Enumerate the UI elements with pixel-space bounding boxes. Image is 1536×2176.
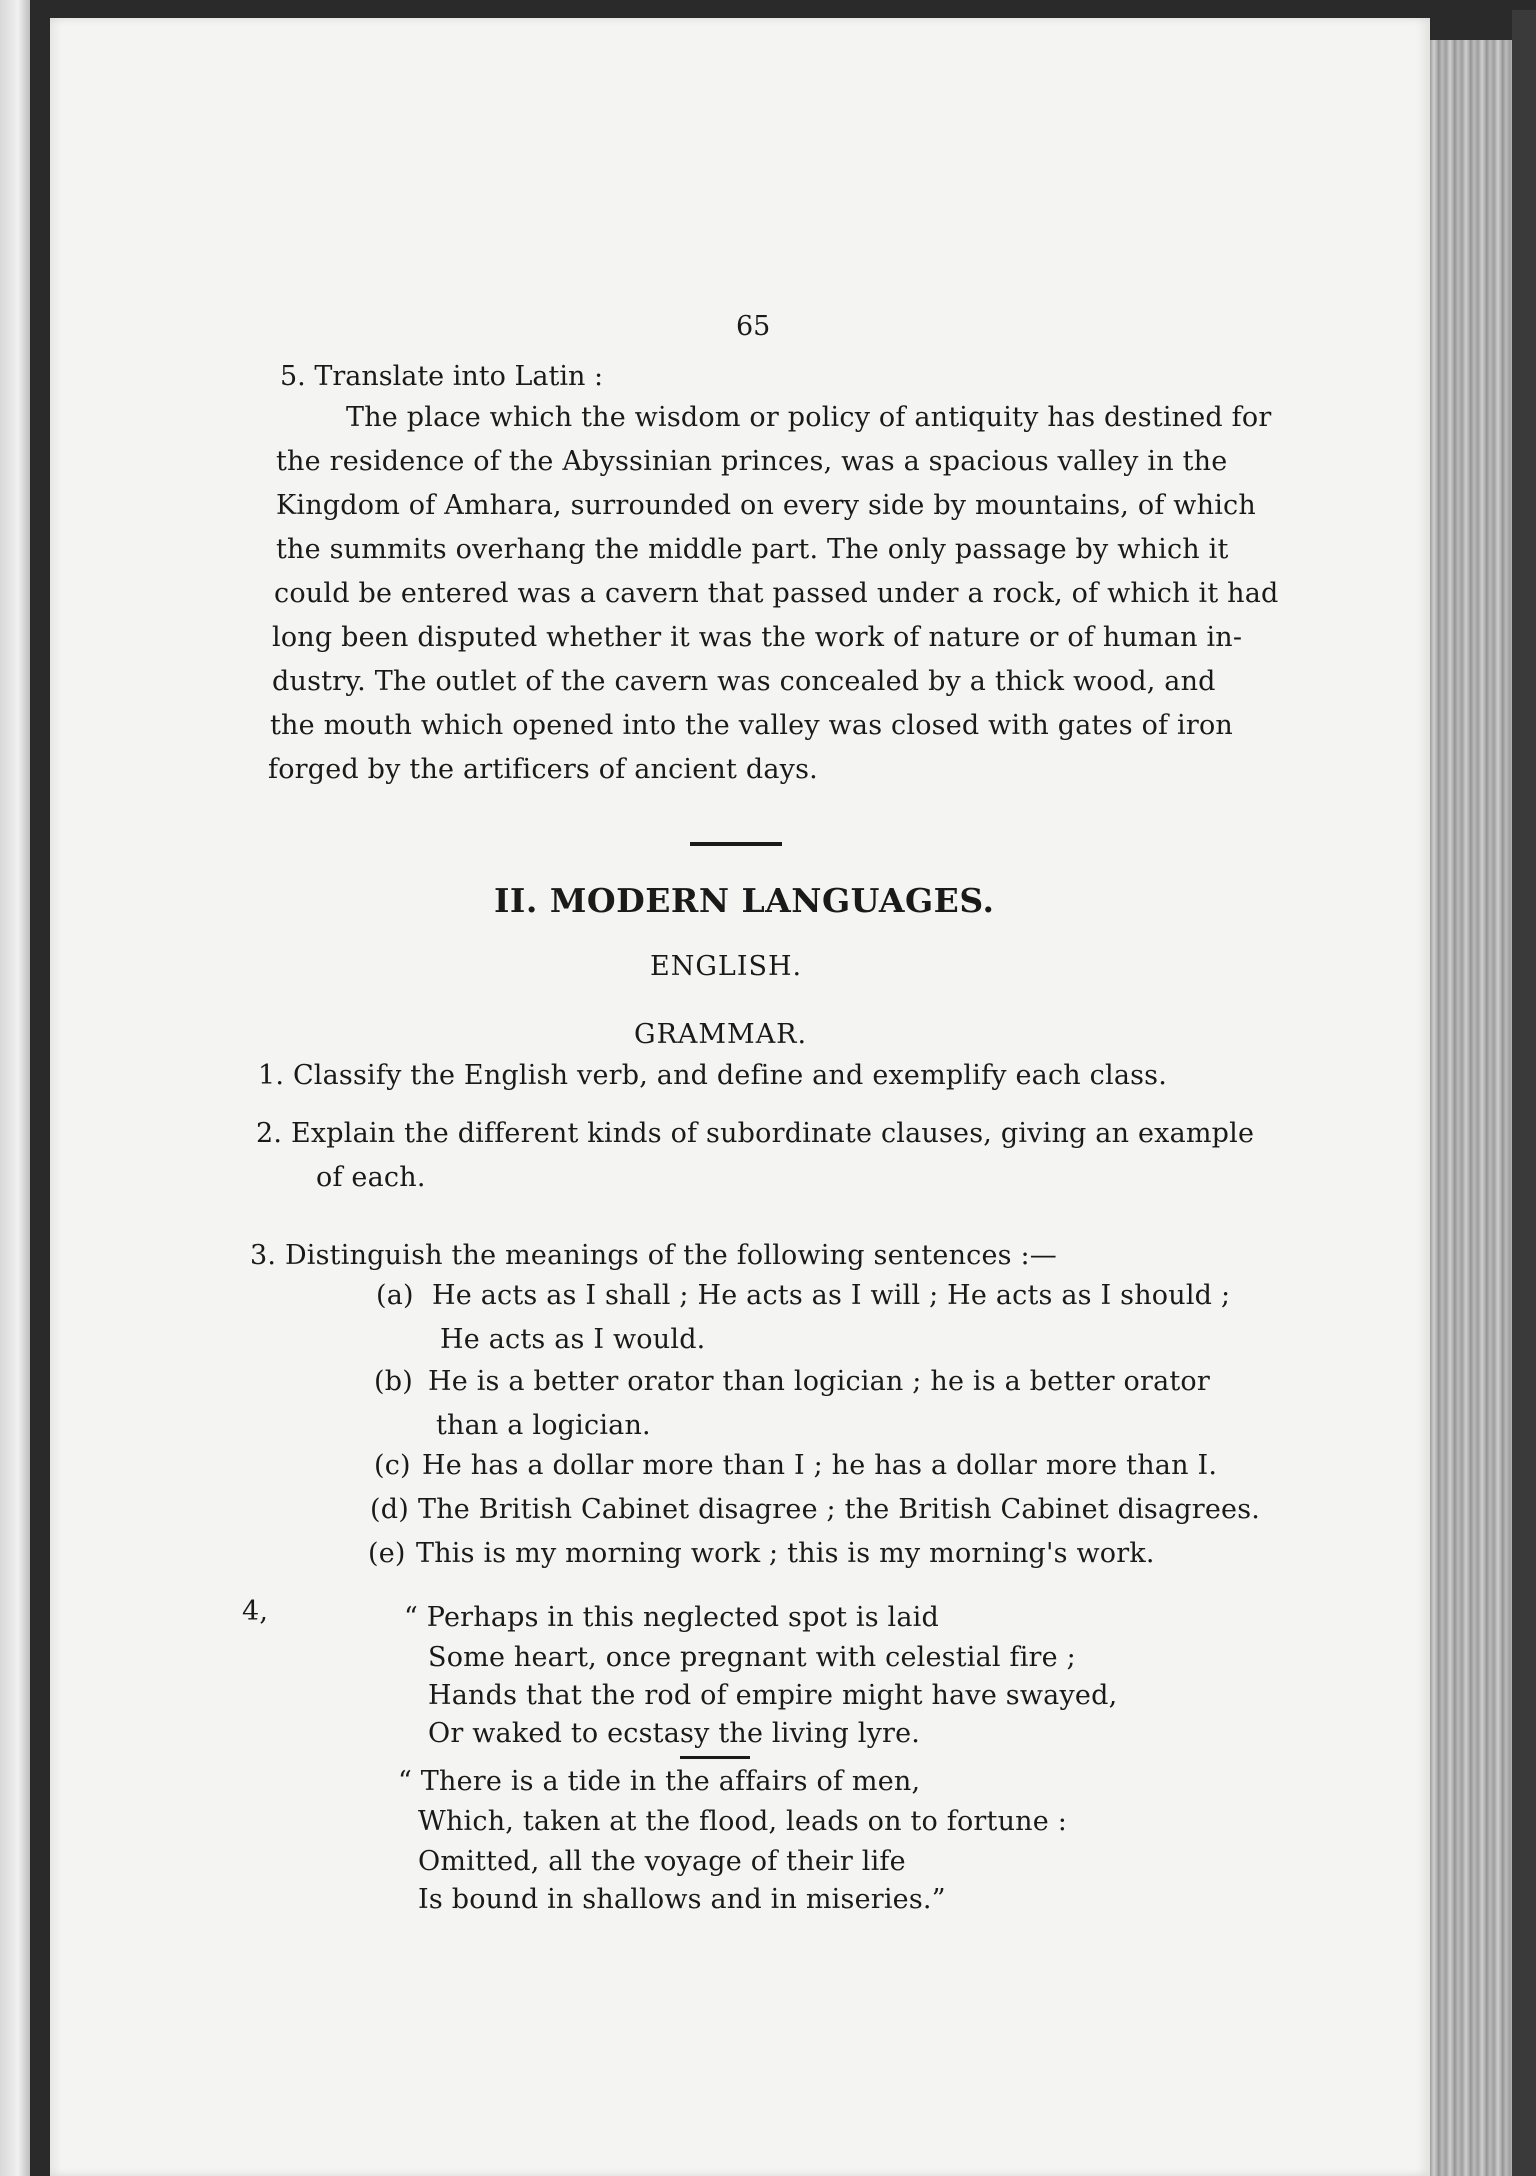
question-line: of each. — [316, 1162, 426, 1193]
item-line: He has a dollar more than I ; he has a dollar more than I. — [422, 1450, 1218, 1481]
item-marker: (b) — [374, 1366, 413, 1397]
topic-heading: GRAMMAR. — [634, 1019, 808, 1050]
question-line: 1. Classify the English verb, and define and exemplify each class. — [258, 1060, 1168, 1091]
question-number: 4, — [242, 1596, 269, 1627]
passage-line: could be entered was a cavern that passed under a rock, of which it had — [274, 578, 1279, 609]
quote-line: Or waked to ecstasy the living lyre. — [428, 1718, 921, 1749]
passage-line: the residence of the Abyssinian princes, was a spacious valley in the — [276, 446, 1228, 477]
section-divider — [690, 842, 782, 846]
book-spine-shadow — [1512, 10, 1536, 2176]
item-line: He acts as I would. — [440, 1324, 706, 1355]
question-5-heading: 5. Translate into Latin : — [280, 361, 604, 392]
item-marker: (e) — [368, 1538, 406, 1569]
book-page-edges — [1422, 40, 1512, 2176]
quote-divider — [680, 1756, 750, 1759]
item-marker: (c) — [374, 1450, 411, 1481]
question-line: 2. Explain the different kinds of subordinate clauses, giving an example — [256, 1118, 1255, 1149]
quote-line: “ Perhaps in this neglected spot is laid — [404, 1602, 939, 1633]
quote-line: Omitted, all the voyage of their life — [418, 1846, 906, 1877]
quote-line: Some heart, once pregnant with celestial fire ; — [428, 1642, 1076, 1673]
item-line: The British Cabinet disagree ; the British Cabinet disagrees. — [418, 1494, 1261, 1525]
passage-line: Kingdom of Amhara, surrounded on every side by mountains, of which — [276, 490, 1256, 521]
question-line: 3. Distinguish the meanings of the following sentences :— — [250, 1240, 1057, 1271]
passage-line: forged by the artificers of ancient days. — [268, 754, 818, 785]
quote-line: Is bound in shallows and in miseries.” — [418, 1884, 946, 1915]
item-line: He is a better orator than logician ; he is a better orator — [428, 1366, 1210, 1397]
item-marker: (d) — [370, 1494, 409, 1525]
passage-line: the mouth which opened into the valley was closed with gates of iron — [270, 710, 1233, 741]
item-line: This is my morning work ; this is my morning's work. — [416, 1538, 1155, 1569]
quote-line: “ There is a tide in the affairs of men, — [398, 1766, 921, 1797]
subject-heading: ENGLISH. — [650, 951, 803, 982]
passage-line: long been disputed whether it was the work of nature or of human in- — [272, 622, 1243, 653]
item-line: than a logician. — [436, 1410, 651, 1441]
item-line: He acts as I shall ; He acts as I will ; He acts as I should ; — [432, 1280, 1231, 1311]
item-marker: (a) — [376, 1280, 414, 1311]
previous-page-edge — [0, 0, 30, 2176]
passage-line: dustry. The outlet of the cavern was concealed by a thick wood, and — [272, 666, 1216, 697]
section-heading: II. MODERN LANGUAGES. — [494, 881, 995, 920]
quote-line: Which, taken at the flood, leads on to fortune : — [418, 1806, 1068, 1837]
page-number: 65 — [736, 311, 771, 342]
passage-line: The place which the wisdom or policy of antiquity has destined for — [346, 402, 1272, 433]
quote-line: Hands that the rod of empire might have swayed, — [428, 1680, 1118, 1711]
passage-line: the summits overhang the middle part. The only passage by which it — [276, 534, 1229, 565]
